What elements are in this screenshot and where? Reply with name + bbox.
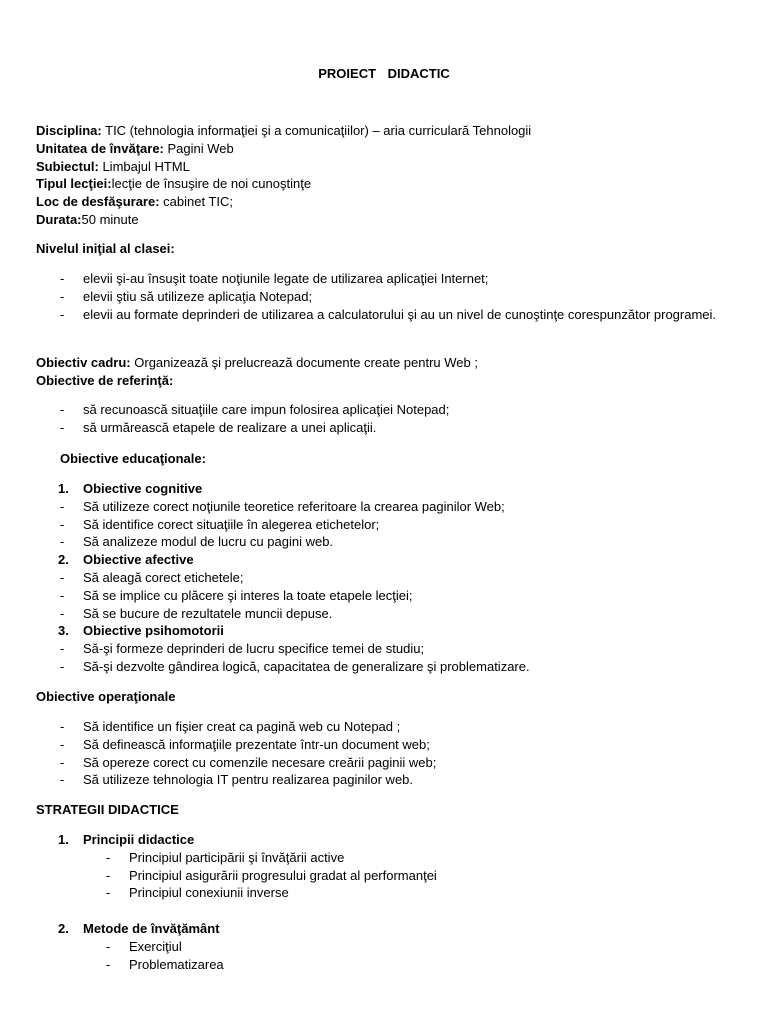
section-nivel — [36, 240, 738, 258]
list-item: - Să se implice cu plăcere şi interes la toate etapele lecţiei; — [36, 587, 738, 605]
list-item: - Să aleagă corect etichetele; — [36, 569, 738, 587]
list-item: - Principiul participării şi învăţării active — [36, 849, 738, 867]
info-durata: Durata:50 minute — [36, 211, 139, 227]
section-educationale — [36, 450, 738, 468]
list-item: - Principiul asigurării progresului gradat al performanţei — [36, 867, 738, 885]
list-item: - elevii ştiu să utilizeze aplicaţia Notepad; — [36, 288, 738, 306]
operationale-list — [36, 718, 738, 789]
list-item: - Să opereze corect cu comenzile necesare creării paginii web; — [36, 754, 738, 772]
list-item: - elevii şi-au însuşit toate noţiunile legate de utilizarea aplicaţiei Internet; — [36, 270, 738, 288]
list-item: - Exerciţiul — [36, 938, 738, 956]
strategii-principii — [36, 831, 738, 902]
group-principii: 1. Principii didactice — [58, 832, 195, 847]
strategii-metode — [36, 920, 738, 973]
list-item: - Principiul conexiunii inverse — [36, 884, 738, 902]
list-item: - Să-şi formeze deprinderi de lucru specifice temei de studiu; — [36, 640, 738, 658]
section-operationale — [36, 688, 738, 706]
group-cognitive: 1. Obiective cognitive — [58, 481, 203, 496]
educationale-list — [36, 480, 738, 676]
obiectiv-cadru: Obiectiv cadru: Organizează şi prelucrează documente create pentru Web ; — [36, 355, 478, 370]
list-item: - Să identifice corect situaţiile în alegerea etichetelor; — [36, 516, 738, 534]
info-unitate: Unitatea de învăţare: Pagini Web — [36, 140, 234, 156]
section-heading: STRATEGII DIDACTICE — [36, 802, 179, 817]
section-heading: Obiective de referinţă: — [36, 372, 174, 388]
list-item: - Să se bucure de rezultatele muncii depuse. — [36, 605, 738, 623]
list-item: - să urmărească etapele de realizare a unei aplicaţii. — [36, 419, 738, 437]
referinta-list — [36, 401, 738, 437]
info-loc: Loc de desfăşurare: cabinet TIC; — [36, 194, 234, 210]
info-tip-lectie: Tipul lecţiei:lecţie de însuşire de noi cunoştinţe — [36, 176, 312, 192]
info-block — [36, 122, 738, 229]
list-item: - să recunoască situaţiile care impun folosirea aplicaţiei Notepad; — [36, 401, 738, 419]
group-metode: 2. Metode de învăţământ — [58, 921, 220, 936]
nivel-list — [36, 270, 738, 323]
info-subiect: Subiectul: Limbajul HTML — [36, 158, 190, 174]
list-item: - Să identifice un fişier creat ca pagină web cu Notepad ; — [36, 718, 738, 736]
list-item: - Problematizarea — [36, 956, 738, 974]
list-item: - elevii au formate deprinderi de utilizarea a calculatorului şi au un nivel de cunoştinţe corespunzător programei. — [36, 306, 738, 324]
section-strategii — [36, 801, 738, 819]
list-item: - Să utilizeze tehnologia IT pentru realizarea paginilor web. — [36, 771, 738, 789]
group-afective: 2. Obiective afective — [58, 552, 194, 568]
section-heading: Obiective educaţionale: — [60, 451, 206, 466]
list-item: - Să analizeze modul de lucru cu pagini web. — [36, 533, 738, 551]
page-title: PROIECT DIDACTIC — [318, 66, 450, 81]
list-item: - Să-şi dezvolte gândirea logică, capacitatea de generalizare şi problematizare. — [36, 658, 738, 676]
list-item: - Să definească informaţiile prezentate într-un document web; — [36, 736, 738, 754]
list-item: - Să utilizeze corect noţiunile teoretice referitoare la crearea paginilor Web; — [36, 498, 738, 516]
info-disciplina: Disciplina: TIC (tehnologia informaţiei şi a comunicaţiilor) – aria curriculară Tehnologii — [36, 123, 532, 138]
group-psihomotorii: 3. Obiective psihomotorii — [58, 623, 224, 639]
section-heading: Obiective operaţionale — [36, 689, 176, 704]
section-heading: Nivelul iniţial al clasei: — [36, 241, 175, 256]
section-cadru — [36, 354, 738, 390]
